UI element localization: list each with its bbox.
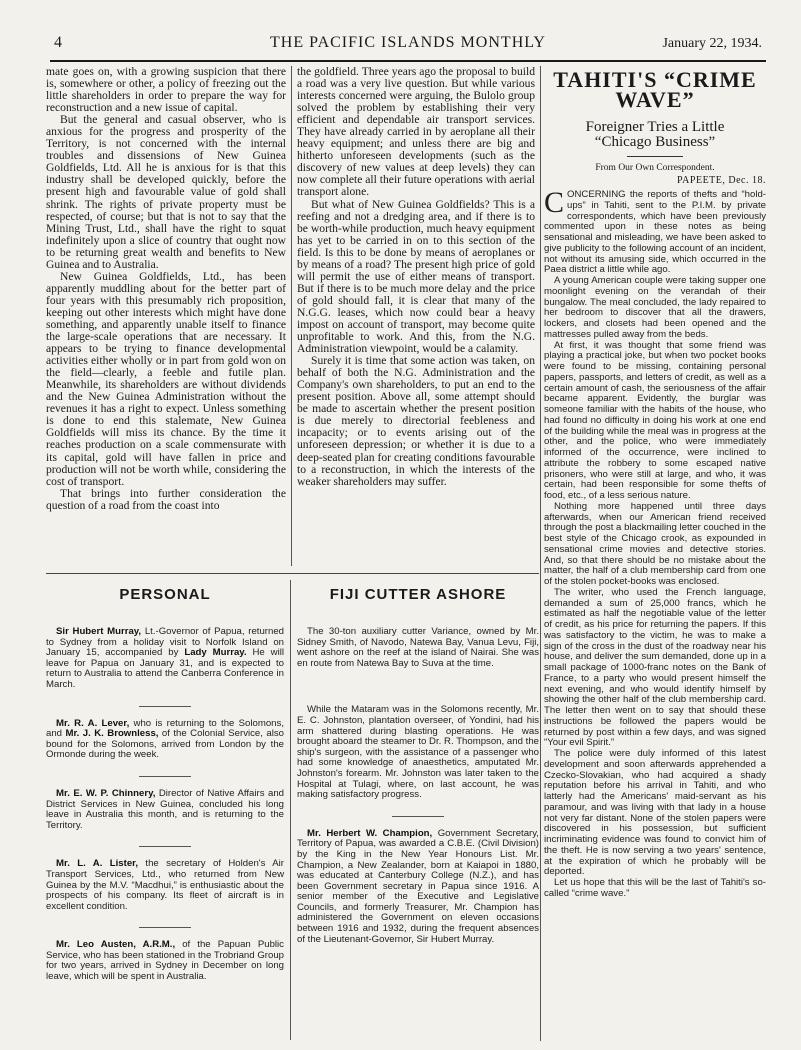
byline: From Our Own Correspondent.: [595, 163, 715, 173]
heading-rule: [627, 156, 683, 157]
paragraph: The police were duly informed of this latest development and soon afterwards apprehended a Czecko-Slovakian, who had acquired a shady reputation before his arrival in Tahiti, and who latterly had the Americans' maid-servant as his paramour, and was living with that lady in a house not very far distant. None of the stolen papers were discovered in his possession, but sufficient incriminating evidence was found to convict him of the theft. He is now serving a two years' sentence, at the expiration of which he probably will be deported.: [544, 748, 766, 878]
item-divider: [139, 927, 191, 928]
article-subtitle: Foreigner Tries a Little: [585, 119, 725, 135]
paragraph: New Guinea Goldfields, Ltd., has been apparently muddling about for the better part of four years with this presumably rich proposition, keeping out other interests which might have done something, and apparently unable itself to finance the large-scale operations that are necessary. It appears to be trying to finance developmental activities either wholly or in part from gold won on the field—clearly, a feeble and futile plan. Meanwhile, its shareholders are without dividends and the New Guinea Administration without the revenues it has a right to expect. Unless something is done to end this stalemate, New Guinea Goldfields will miss its chance. By the time it reaches production on a scale commensurate with its capital, gold will have fallen in price and production will not be worth while, considering the cost of transport.: [46, 269, 286, 488]
personal-section: [46, 582, 284, 983]
paragraph: Let us hope that this will be the last of Tahiti's so-called “crime wave.”: [544, 877, 766, 899]
article-body: [544, 186, 766, 900]
item-divider: [392, 816, 444, 817]
paragraph: That brings into further consideration the question of a road from the coast into: [46, 486, 286, 512]
item-divider: [139, 846, 191, 847]
page-header: [50, 30, 766, 62]
fiji-section: [297, 582, 539, 945]
paragraph: But what of New Guinea Goldfields? This is a reefing and not a dredging area, and if there is to be worth-while production, much heavy equipment has yet to be carried in on to this section of the field. Is this to be done by means of aeroplanes or by means of a road? The present high price of gold will permit the use of either means of transport. But if there is to be much more delay and the price of gold should fall, it is clear that many of the N.G.G. leases, which now could bear a heavy impost on account of transport, may become quite unprofitable to work. And this, from the N.G. Administration viewpoint, would be a calamity.: [297, 197, 535, 356]
article-column-1: [46, 66, 286, 512]
paragraph: The writer, who used the French language, demanded a sum of 25,000 francs, which he estimated as half the negotiable value of the letter of credit, as his price for returning the papers. If this was satisfactory to the victim, he was to make a sign of the cross in the dust of the roadway near his house, and deliver the sum demanded, done up in a small package of 1000-franc notes on the Bank of France, to a party who would present himself the next evening, and who would identify himself by showing the other half of the club membership card. The letter then went on to say that should these instructions be followed the papers would be returned by post within a few days, and was signed “Your evil Spirit.”: [544, 586, 766, 749]
paragraph: CONCERNING the reports of thefts and “hold-ups” in Tahiti, sent to the P.I.M. by private correspondents, which have been previously commented upon in these notes as being sensational and misleading, we have been asked to give publicity to the following account of an incident, not without its amusing side, which occurred in the Paea district a little while ago.: [544, 186, 766, 276]
title-line: TAHITI'S “CRIME: [553, 67, 757, 92]
news-item: Mr. Herbert W. Champion, Government Secretary, Territory of Papua, was awarded a C.B.E. (Civil Division) by the King in the New Year Honours List. Mr. Champion, a New Zealander, born at Kaiapoi in 1880, was educated at Canterbury College (N.Z.), and has been Government secretary in Papua since 1916. A senior member of the Executive and Legislative Councils, and formerly Treasurer, Mr. Champion has administered the Government on eleven occasions between 1916 and 1932, during the frequent absences of the Lieutenant-Governor, Sir Hubert Murray.: [297, 827, 539, 945]
personal-item: Sir Hubert Murray, Lt.-Governor of Papua, returned to Sydney from a holiday visit to Norfolk Island on January 15, accompanied by Lady Murray. He will leave for Papua on January 31, and is expected to return to Australia to attend the Canberra Conference in March.: [46, 626, 284, 690]
paragraph: A young American couple were taking supper one moonlight evening on the verandah of their bungalow. The meal concluded, the lady repaired to her bedroom to discover that all the drawers, lockers, and closets had been opened and the mattresses pulled away from the beds.: [544, 275, 766, 340]
column-divider: [540, 66, 541, 1041]
personal-item: Mr. R. A. Lever, who is returning to the Solomons, and Mr. J. K. Brownless, of the Colonial Service, also bound for the Solomons, arrived from London by the Ormonde during the week.: [46, 717, 284, 761]
paragraph: At first, it was thought that some friend was playing a practical joke, but when two pocket books were found to be missing, containing personal papers, passports, and letters of credit, as well as a certain amount of cash, the seriousness of the affair became apparent. Evidently, the burglar was someone familiar with the habits of the house, who had found no difficulty in doing his work at one end of the building while the meal was in progress at the other, and the police, who were immediately informed of the occurrence, were inclined to attribute the robbery to some escaped native prisoners, who were still at large, and who, it was certain, had been responsible for some thefts of food, etc., of a less serious nature.: [544, 339, 766, 501]
column-divider: [291, 66, 292, 566]
paragraph: But the general and casual observer, who is anxious for the progress and prosperity of the Territory, is not concerned with the internal troubles and dissensions of New Guinea Goldfields, Ltd. All he is anxious for is that this industry shall be developed quickly, before the present high and favourable value of gold shall shrink. The rights of private property must be respected, of course; but that is not to say that the Mining Trust, Ltd., shall have the right to squat indefinitely upon a slice of country that ought now to be returning great wealth and benefits to New Guinea and to Australia.: [46, 113, 286, 271]
dateline: PAPEETE, Dec. 18.: [677, 175, 766, 186]
item-divider: [139, 706, 191, 707]
personal-item: Mr. L. A. Lister, the secretary of Holden's Air Transport Services, Ltd., who returned from New Guinea by the M.V. “Macdhui,” is enthusiastic about the prospects of his company. Its fleet of aircraft is in excellent condition.: [46, 858, 284, 912]
paragraph: the goldfield. Three years ago the proposal to build a road was a very live question. But while various interests concerned were arguing, the Bulolo group solved the problem by establishing their very efficient and dependable air transport services. They have already carried in by aeroplane all their heavy equipment; and unless there are big and hitherto unforeseen developments (such as the discovery of new values at deep levels) they can now complete all their future operations with aerial transport alone.: [297, 65, 535, 199]
column-divider: [290, 580, 291, 1040]
section-heading: PERSONAL: [119, 586, 211, 603]
paragraph: Nothing more happened until three days afterwards, when our American friend received through the post a blackmailing letter couched in the best style of the Chicago crook, as expounded in sensational crime movies and detective stories. And, so that there should be no mistake about the matter, the half of a club membership card from one of the stolen pocket-books was enclosed.: [544, 500, 766, 587]
issue-date: January 22, 1934.: [662, 36, 762, 51]
article-subtitle: “Chicago Business”: [594, 134, 716, 150]
news-item: While the Mataram was in the Solomons recently, Mr. E. C. Johnston, plantation overseer, of Yondini, had his arm shattered during blasting operations. He was brought aboard the steamer to Dr. R. Thompson, and the ship's surgeon, with the assistance of a passenger who had some knowledge of anaesthetics, amputated Mr. Johnston's forearm. Mr. Johnston was later taken to the Hospital at Tulagi, where, on last account, he was making satisfactory progress.: [297, 704, 539, 801]
drop-cap: C: [544, 186, 565, 219]
section-heading: FIJI CUTTER ASHORE: [329, 586, 507, 603]
personal-item: Mr. Leo Austen, A.R.M., of the Papuan Public Service, who has been stationed in the Trobriand Group for two years, arrived in Sydney in December on long leave, which will be spent in Australia.: [46, 939, 284, 983]
item-divider: [139, 776, 191, 777]
title-line: WAVE”: [615, 87, 695, 112]
article-column-2: [297, 66, 535, 488]
paragraph: Surely it is time that some action was taken, on behalf of both the N.G. Administration and the Company's own shareholders, to put an end to the present position. Above all, some attempt should be made to ascertain whether the present position is due merely to directorial feebleness and incapacity; or to events arising out of the unforeseen depression; or whether it is due to a deep-seated plan for creating conditions favourable to a reconstruction, in which the interests of the weaker shareholders may suffer.: [297, 354, 535, 488]
page-number: 4: [54, 34, 62, 51]
personal-item: Mr. E. W. P. Chinnery, Director of Native Affairs and District Services in New Guinea, concluded his long leave in Australia this month, and is returning to the Territory.: [46, 787, 284, 831]
article-title: [544, 67, 766, 112]
section-rule: [46, 573, 539, 574]
masthead: THE PACIFIC ISLANDS MONTHLY: [270, 34, 546, 51]
news-item: The 30-ton auxiliary cutter Variance, owned by Mr. Sidney Smith, of Navodo, Natewa Bay, Vanua Levu, Fiji, went ashore on the reef at the island of Nairai. She was en route from Natewa Bay to Suva at the time.: [297, 626, 539, 669]
tahiti-article: [544, 66, 766, 900]
paragraph: mate goes on, with a growing suspicion that there is, somewhere or other, a policy of freezing out the little shareholders in order to prepare the way for reconstruction and a new issue of capital.: [46, 65, 286, 115]
